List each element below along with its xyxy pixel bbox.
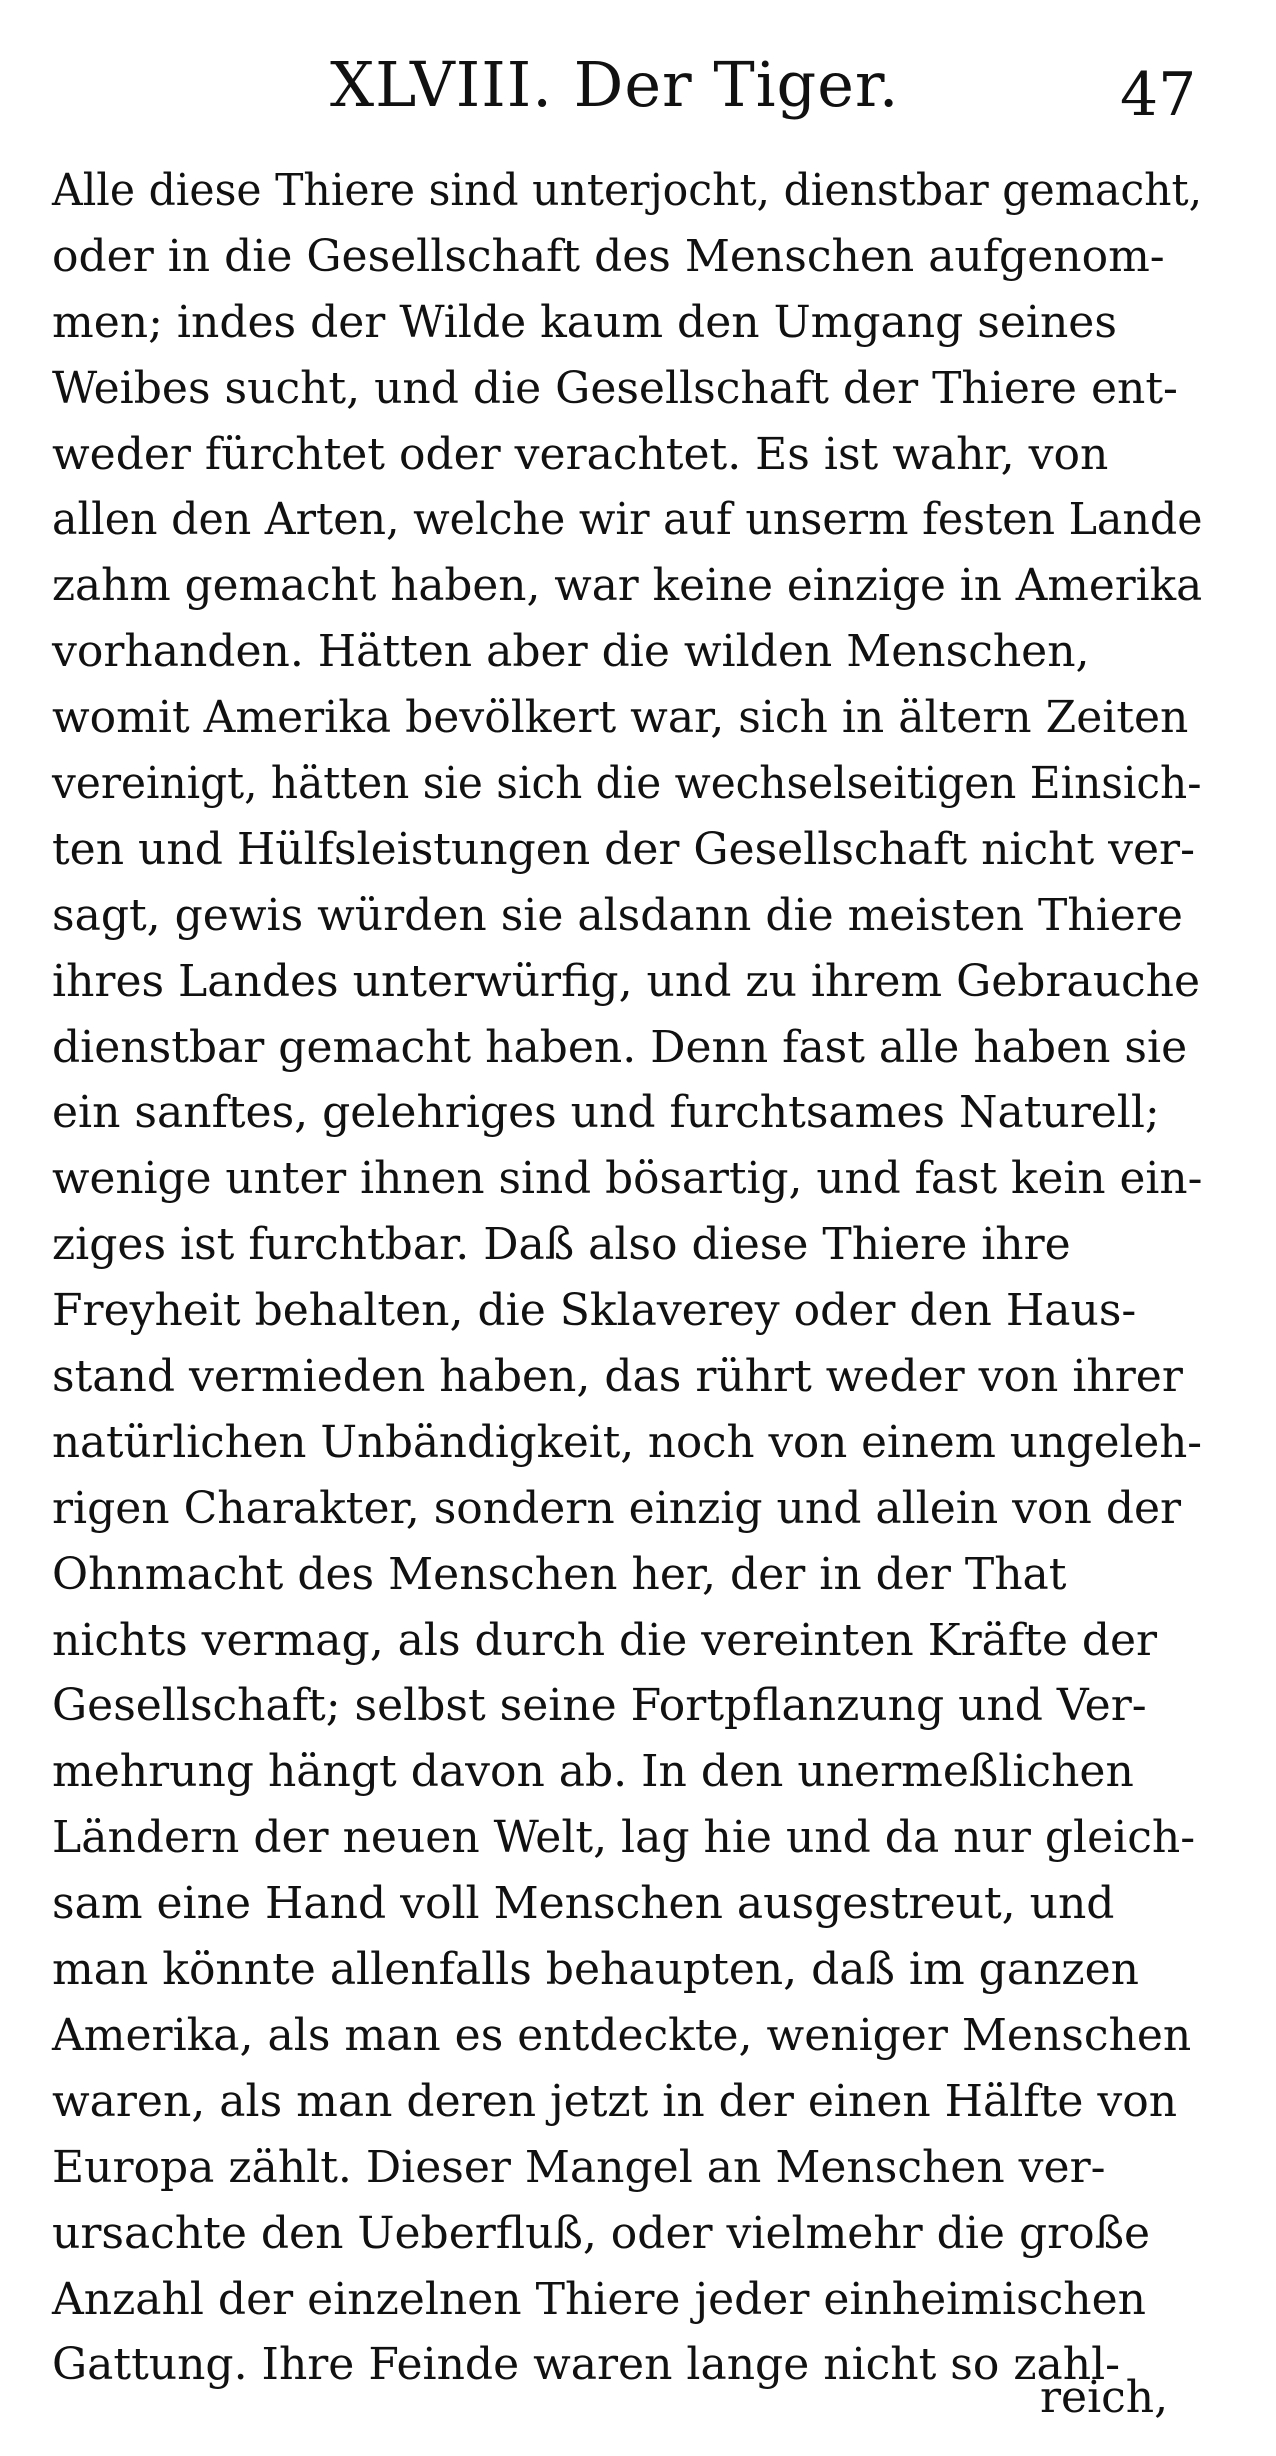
text-line: sam eine Hand voll Menschen ausgestreut, und: [52, 1878, 1115, 1930]
text-line: rigen Charakter, sondern einzig und allein von der: [52, 1482, 1182, 1534]
text-line: Anzahl der einzelnen Thiere jeder einheimischen: [52, 2273, 1146, 2325]
page-header: [0, 30, 1276, 140]
text-line: vereinigt, hätten sie sich die wechselseitigen Einsich-: [52, 758, 1202, 810]
text-line: wenige unter ihnen sind bösartig, und fast kein ein-: [52, 1153, 1203, 1205]
text-line: Freyheit behalten, die Sklaverey oder den Haus-: [52, 1285, 1137, 1337]
text-line: Alle diese Thiere sind unterjocht, dienstbar gemacht,: [52, 165, 1203, 216]
text-line: sagt, gewis würden sie alsdann die meisten Thiere: [52, 889, 1183, 941]
text-line: natürlichen Unbändigkeit, noch von einem ungeleh-: [52, 1416, 1203, 1468]
text-line: man könnte allenfalls behaupten, daß im ganzen: [52, 1944, 1139, 1996]
text-line: dienstbar gemacht haben. Denn fast alle haben sie: [52, 1021, 1188, 1073]
text-line: Gesellschaft; selbst seine Fortpflanzung und Ver-: [52, 1680, 1147, 1732]
text-line: stand vermieden haben, das rührt weder von ihrer: [52, 1351, 1183, 1403]
text-line: Ohnmacht des Menschen her, der in der That: [52, 1548, 1067, 1600]
text-line: Europa zählt. Dieser Mangel an Menschen ver-: [52, 2141, 1106, 2193]
text-line: Gattung. Ihre Feinde waren lange nicht so zahl-: [52, 2339, 1121, 2391]
text-line: womit Amerika bevölkert war, sich in ältern Zeiten: [52, 692, 1189, 744]
text-line: waren, als man deren jetzt in der einen Hälfte von: [52, 2075, 1178, 2127]
text-line: allen den Arten, welche wir auf unserm festen Lande: [52, 494, 1203, 546]
running-title: XLVIII. Der Tiger.: [330, 48, 900, 121]
text-line: zahm gemacht haben, war keine einzige in Amerika: [52, 560, 1203, 612]
text-line: ihres Landes unterwürfig, und zu ihrem Gebrauche: [52, 955, 1201, 1007]
text-line: ein sanftes, gelehriges und furchtsames Naturell;: [52, 1087, 1160, 1139]
text-line: weder fürchtet oder verachtet. Es ist wahr, von: [52, 428, 1109, 480]
text-line: nichts vermag, als durch die vereinten Kräfte der: [52, 1614, 1158, 1666]
catchword: reich,: [1040, 2372, 1169, 2423]
text-line: ten und Hülfsleistungen der Gesellschaft nicht ver-: [52, 823, 1195, 875]
text-line: oder in die Gesellschaft des Menschen aufgenom-: [52, 230, 1165, 282]
text-line: mehrung hängt davon ab. In den unermeßlichen: [52, 1746, 1134, 1798]
text-line: vorhanden. Hätten aber die wilden Menschen,: [52, 626, 1090, 678]
text-line: Amerika, als man es entdeckte, weniger Menschen: [52, 2009, 1192, 2061]
page-number: 47: [1120, 60, 1197, 130]
text-line: ziges ist furchtbar. Daß also diese Thiere ihre: [52, 1219, 1071, 1271]
text-line: Ländern der neuen Welt, lag hie und da nur gleich-: [52, 1812, 1196, 1864]
text-line: Weibes sucht, und die Gesellschaft der Thiere ent-: [52, 362, 1178, 414]
text-line: ursachte den Ueberfluß, oder vielmehr die große: [52, 2207, 1151, 2259]
body-text: [52, 158, 1202, 2398]
text-line: men; indes der Wilde kaum den Umgang seines: [52, 296, 1117, 348]
